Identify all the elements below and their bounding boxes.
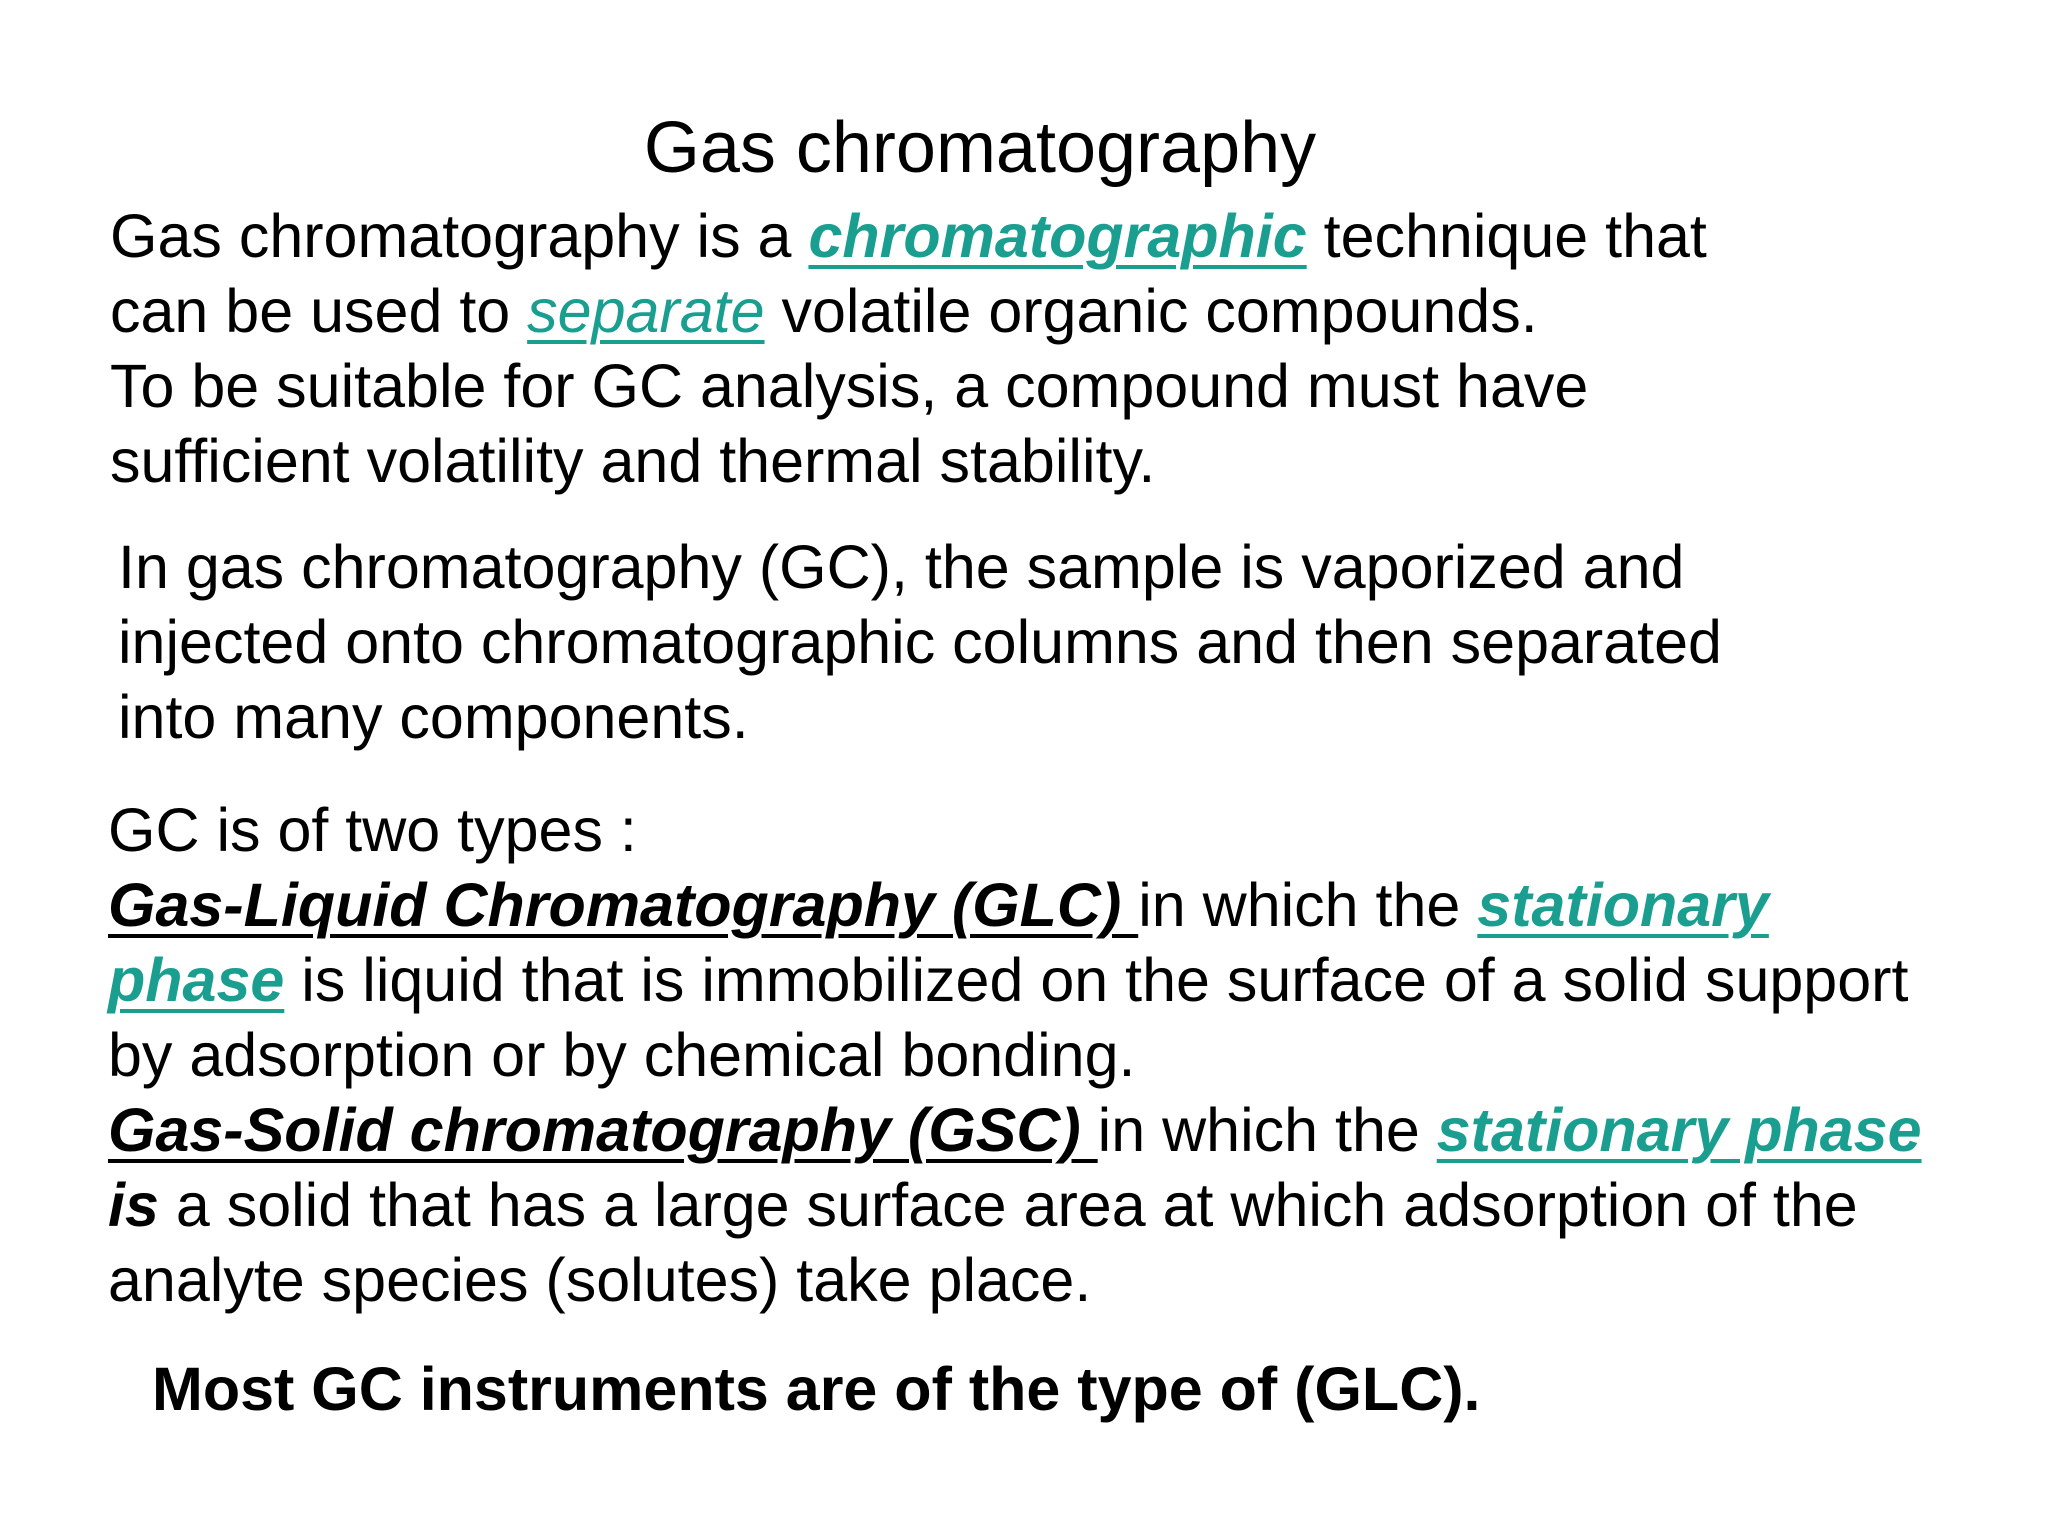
gsc-line-1	[108, 1093, 1922, 1168]
process-line-3: into many components.	[118, 683, 749, 751]
types-paragraph	[108, 793, 1922, 1318]
intro-line-2	[110, 274, 1707, 349]
process-line-2: injected onto chromatographic columns and then separated	[118, 608, 1722, 676]
gsc-is: is	[108, 1171, 159, 1239]
phase-link[interactable]: phase	[108, 946, 285, 1014]
page-title: Gas chromatography	[643, 108, 1317, 188]
stationary-phase-link[interactable]: stationary phase	[1436, 1096, 1922, 1164]
intro-line-4: sufficient volatility and thermal stability.	[110, 427, 1156, 495]
gsc-text: in which the	[1097, 1096, 1437, 1164]
process-paragraph	[118, 530, 1722, 755]
gsc-text: a solid that has a large surface area at which adsorption of the	[158, 1171, 1858, 1239]
intro-text: technique that	[1306, 202, 1707, 270]
types-heading: GC is of two types :	[108, 796, 637, 864]
gsc-line-3: analyte species (solutes) take place.	[108, 1246, 1092, 1314]
stationary-link[interactable]: stationary	[1477, 871, 1769, 939]
intro-line-3: To be suitable for GC analysis, a compound must have	[110, 352, 1589, 420]
glc-line-3: by adsorption or by chemical bonding.	[108, 1021, 1136, 1089]
glc-text: is liquid that is immobilized on the surface of a solid support	[284, 946, 1909, 1014]
intro-text: volatile organic compounds.	[764, 277, 1538, 345]
conclusion-text: Most GC instruments are of the type of (GLC).	[152, 1355, 1481, 1423]
glc-term: Gas-Liquid Chromatography (GLC)	[108, 871, 1139, 939]
intro-line-1	[110, 199, 1707, 274]
intro-paragraph	[110, 199, 1707, 499]
intro-text: Gas chromatography is a	[110, 202, 809, 270]
glc-line-2	[108, 943, 1922, 1018]
intro-text: can be used to	[110, 277, 528, 345]
glc-line-1	[108, 868, 1922, 943]
glc-text: in which the	[1138, 871, 1478, 939]
gsc-term: Gas-Solid chromatography (GSC)	[108, 1096, 1098, 1164]
chromatographic-link[interactable]: chromatographic	[808, 202, 1307, 270]
gsc-line-2	[108, 1168, 1922, 1243]
separate-link[interactable]: separate	[527, 277, 765, 345]
process-line-1: In gas chromatography (GC), the sample is vaporized and	[118, 533, 1685, 601]
